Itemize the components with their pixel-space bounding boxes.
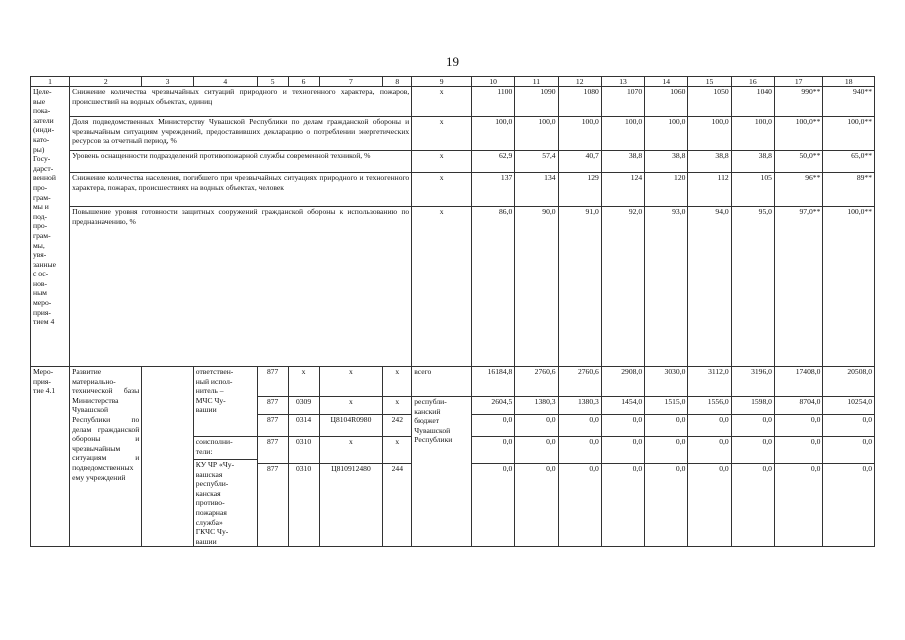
indicator-value: 137 — [472, 173, 515, 207]
column-number: 17 — [774, 77, 822, 87]
funding-value: 3030,0 — [645, 367, 688, 397]
column-number: 14 — [645, 77, 688, 87]
column-number: 12 — [558, 77, 601, 87]
indicator-value: 100,0 — [515, 117, 558, 151]
funding-value: 0,0 — [731, 464, 774, 547]
column-number: 9 — [412, 77, 472, 87]
indicator-value: 105 — [731, 173, 774, 207]
code-section: x — [288, 367, 319, 397]
column-number: 4 — [193, 77, 257, 87]
indicator-value: 97,0** — [774, 207, 822, 367]
funding-value: 0,0 — [601, 464, 644, 547]
indicator-value: 65,0** — [823, 151, 875, 173]
indicator-value: 93,0 — [645, 207, 688, 367]
funding-value: 2908,0 — [601, 367, 644, 397]
measure-name: Развитие материально-технической базы Министерства Чувашской Республики по делам гражданской обороны и чрезвычайным ситуациям и подведомственных ему учреждений — [70, 367, 142, 547]
indicator-value: 100,0 — [731, 117, 774, 151]
indicator-name: Повышение уровня готовности защитных сооружений гражданской обороны к использованию по предназначению, % — [70, 207, 412, 367]
funding-value: 0,0 — [645, 437, 688, 464]
indicator-row — [31, 117, 875, 151]
code-section: 0310 — [288, 437, 319, 464]
funding-value: 0,0 — [601, 415, 644, 437]
funding-value: 0,0 — [823, 464, 875, 547]
code-expense-type: x — [383, 437, 412, 464]
funding-value: 0,0 — [515, 415, 558, 437]
code-target-article: Ц8104R0980 — [319, 415, 383, 437]
funding-value: 8704,0 — [774, 397, 822, 415]
column-number: 1 — [31, 77, 70, 87]
indicator-x: x — [412, 151, 472, 173]
funding-value: 3196,0 — [731, 367, 774, 397]
funding-value: 10254,0 — [823, 397, 875, 415]
funding-value: 0,0 — [688, 464, 731, 547]
indicator-name: Уровень оснащенности подразделений противопожарной службы современной техникой, % — [70, 151, 412, 173]
code-section: 0309 — [288, 397, 319, 415]
indicator-value: 129 — [558, 173, 601, 207]
indicator-value: 94,0 — [688, 207, 731, 367]
funding-value: 0,0 — [472, 437, 515, 464]
indicator-value: 124 — [601, 173, 644, 207]
funding-value: 0,0 — [731, 437, 774, 464]
measure-row — [31, 367, 875, 397]
indicator-value: 89** — [823, 173, 875, 207]
column-number: 2 — [70, 77, 142, 87]
funding-value: 20508,0 — [823, 367, 875, 397]
coexecutors-list: КУ ЧР «Чу- вашская республи- канская противо- пожарная служба» ГКЧС Чу- вашии — [194, 459, 257, 546]
funding-value: 0,0 — [558, 464, 601, 547]
code-target-article: Ц810912480 — [319, 464, 383, 547]
column-number: 13 — [601, 77, 644, 87]
target-indicators-label: Целе- вые пока- затели (инди- като- ры) Госу- дарст- венной про- грам- мы и под- про- грам- мы, увя- занные с ос- нов- ным меро- прия- тием 4 — [31, 87, 70, 367]
indicator-value: 1090 — [515, 87, 558, 117]
indicator-row — [31, 87, 875, 117]
responsible-executor: ответствен- ный испол- нитель – МЧС Чу- вашии — [193, 367, 257, 437]
funding-value: 1380,3 — [515, 397, 558, 415]
column-number: 15 — [688, 77, 731, 87]
funding-value: 0,0 — [472, 464, 515, 547]
code-expense-type: x — [383, 367, 412, 397]
code-grbs: 877 — [257, 397, 288, 415]
funding-value: 0,0 — [515, 464, 558, 547]
indicator-value: 100,0 — [688, 117, 731, 151]
code-grbs: 877 — [257, 464, 288, 547]
funding-source-budget: республи- канский бюджет Чувашской Республики — [412, 397, 472, 547]
code-target-article: x — [319, 397, 383, 415]
measure-empty-col — [142, 367, 194, 547]
code-expense-type: x — [383, 397, 412, 415]
funding-value: 2760,6 — [515, 367, 558, 397]
indicator-x: x — [412, 207, 472, 367]
funding-value: 1380,3 — [558, 397, 601, 415]
column-number: 11 — [515, 77, 558, 87]
funding-value: 2604,5 — [472, 397, 515, 415]
indicator-value: 120 — [645, 173, 688, 207]
funding-value: 0,0 — [774, 464, 822, 547]
indicator-x: x — [412, 87, 472, 117]
program-table — [30, 76, 875, 547]
indicator-value: 57,4 — [515, 151, 558, 173]
indicator-value: 112 — [688, 173, 731, 207]
funding-value: 0,0 — [823, 437, 875, 464]
indicator-value: 100,0 — [558, 117, 601, 151]
funding-value: 0,0 — [688, 415, 731, 437]
indicator-value: 134 — [515, 173, 558, 207]
funding-value: 1556,0 — [688, 397, 731, 415]
funding-value: 1515,0 — [645, 397, 688, 415]
indicator-value: 96** — [774, 173, 822, 207]
code-grbs: 877 — [257, 367, 288, 397]
indicator-value: 38,8 — [601, 151, 644, 173]
code-expense-type: 242 — [383, 415, 412, 437]
column-number: 10 — [472, 77, 515, 87]
page-number: 19 — [446, 54, 459, 69]
indicator-value: 50,0** — [774, 151, 822, 173]
funding-value: 0,0 — [688, 437, 731, 464]
indicator-x: x — [412, 173, 472, 207]
indicator-value: 90,0 — [515, 207, 558, 367]
indicator-value: 38,8 — [688, 151, 731, 173]
code-section: 0310 — [288, 464, 319, 547]
indicator-name: Снижение количества чрезвычайных ситуаций природного и техногенного характера, пожаров, происшествий на водных объектах, единиц — [70, 87, 412, 117]
indicator-row — [31, 173, 875, 207]
funding-value: 0,0 — [558, 437, 601, 464]
code-grbs: 877 — [257, 415, 288, 437]
code-target-article: x — [319, 367, 383, 397]
indicator-value: 100,0 — [472, 117, 515, 151]
indicator-value: 100,0** — [823, 117, 875, 151]
indicator-value: 38,8 — [731, 151, 774, 173]
funding-value: 17408,0 — [774, 367, 822, 397]
funding-value: 0,0 — [645, 415, 688, 437]
indicator-name: Доля подведомственных Министерству Чувашской Республики по делам гражданской обороны и чрезвычайным ситуациям учреждений, предоставивших декларацию о потреблении энергетических ресурсов за отчетный период, % — [70, 117, 412, 151]
indicator-value: 62,9 — [472, 151, 515, 173]
indicator-value: 1060 — [645, 87, 688, 117]
column-number: 7 — [319, 77, 383, 87]
column-number: 3 — [142, 77, 194, 87]
indicator-row — [31, 151, 875, 173]
indicator-value: 86,0 — [472, 207, 515, 367]
coexecutors-label: соисполни- тели: — [195, 437, 233, 456]
column-number: 6 — [288, 77, 319, 87]
indicator-value: 1040 — [731, 87, 774, 117]
column-number: 18 — [823, 77, 875, 87]
column-number: 8 — [383, 77, 412, 87]
funding-value: 0,0 — [601, 437, 644, 464]
indicator-value: 100,0** — [774, 117, 822, 151]
indicator-row — [31, 207, 875, 367]
header-row — [31, 77, 875, 87]
funding-value: 0,0 — [645, 464, 688, 547]
indicator-value: 100,0 — [645, 117, 688, 151]
indicator-value: 100,0** — [823, 207, 875, 367]
indicator-value: 100,0 — [601, 117, 644, 151]
indicator-value: 1050 — [688, 87, 731, 117]
funding-value: 0,0 — [823, 415, 875, 437]
indicator-value: 1070 — [601, 87, 644, 117]
column-number: 5 — [257, 77, 288, 87]
funding-value: 0,0 — [515, 437, 558, 464]
code-target-article: x — [319, 437, 383, 464]
column-number: 16 — [731, 77, 774, 87]
indicator-value: 1100 — [472, 87, 515, 117]
funding-value: 0,0 — [558, 415, 601, 437]
funding-value: 3112,0 — [688, 367, 731, 397]
code-expense-type: 244 — [383, 464, 412, 547]
funding-value: 1454,0 — [601, 397, 644, 415]
indicator-value: 92,0 — [601, 207, 644, 367]
indicator-value: 940** — [823, 87, 875, 117]
funding-value: 0,0 — [472, 415, 515, 437]
indicator-value: 91,0 — [558, 207, 601, 367]
indicator-x: x — [412, 117, 472, 151]
funding-value: 0,0 — [774, 437, 822, 464]
indicator-value: 40,7 — [558, 151, 601, 173]
measure-label: Меро- прия- тие 4.1 — [31, 367, 70, 547]
code-section: 0314 — [288, 415, 319, 437]
funding-source-total: всего — [412, 367, 472, 397]
indicator-value: 1080 — [558, 87, 601, 117]
funding-value: 1598,0 — [731, 397, 774, 415]
code-grbs: 877 — [257, 437, 288, 464]
funding-value: 16184,8 — [472, 367, 515, 397]
funding-value: 0,0 — [731, 415, 774, 437]
indicator-value: 38,8 — [645, 151, 688, 173]
indicator-value: 990** — [774, 87, 822, 117]
funding-value: 2760,6 — [558, 367, 601, 397]
indicator-value: 95,0 — [731, 207, 774, 367]
funding-value: 0,0 — [774, 415, 822, 437]
coexecutors — [193, 437, 257, 547]
indicator-name: Снижение количества населения, погибшего при чрезвычайных ситуациях природного и техногенного характера, пожарах, происшествиях на водных объектах, человек — [70, 173, 412, 207]
